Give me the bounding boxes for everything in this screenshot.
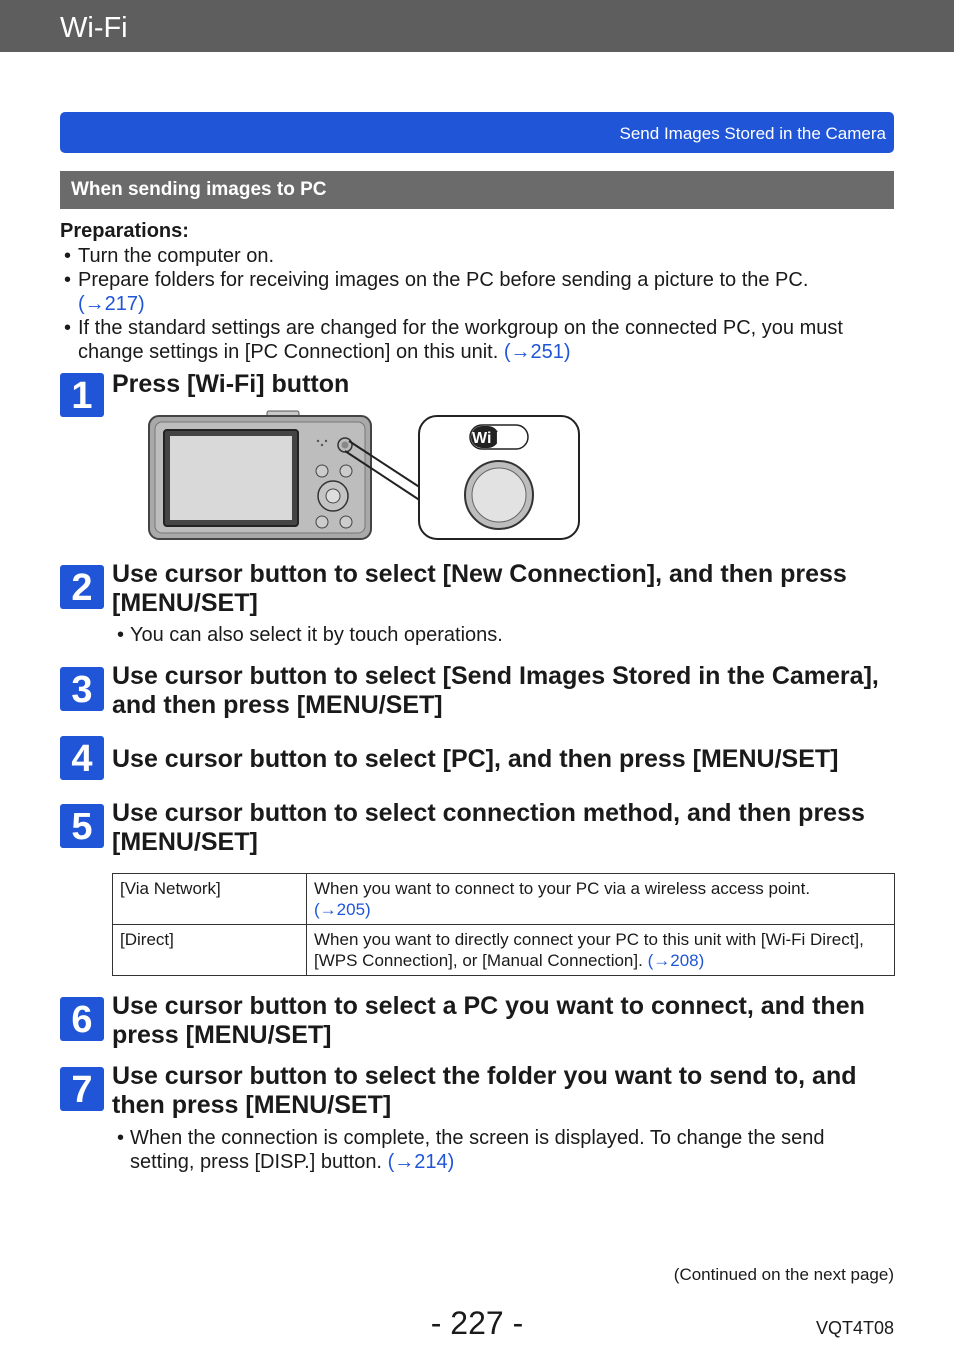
option-name: [Via Network] [113, 874, 307, 925]
option-desc-text: When you want to connect to your PC via a wireless access point. [314, 879, 811, 898]
page-link[interactable]: (→217) [78, 293, 145, 315]
bullet-dot: • [117, 1127, 125, 1149]
step-number-1: 1 [60, 373, 104, 417]
page-link[interactable]: (→214) [387, 1151, 455, 1173]
top-bar [0, 0, 954, 52]
bullet-dot: • [64, 317, 72, 339]
page-link[interactable]: (→205) [314, 900, 371, 919]
subheading-title: When sending images to PC [71, 179, 327, 200]
prep-bullet-text: Prepare folders for receiving images on the PC before sending a picture to the PC. [78, 269, 809, 291]
bullet-dot: • [64, 245, 72, 267]
step-note-2 [117, 623, 887, 647]
step-title-7: Use cursor button to select the folder you want to send to, and then press [MENU/SET] [112, 1062, 857, 1119]
camera-body-icon [149, 411, 371, 539]
subheading-bar [60, 171, 894, 209]
table-row [113, 925, 895, 976]
continued-note: (Continued on the next page) [673, 1265, 894, 1284]
prep-bullet-text: Turn the computer on. [78, 245, 275, 267]
step-number-5: 5 [60, 804, 104, 848]
step-title-4: Use cursor button to select [PC], and then press [MENU/SET] [112, 745, 839, 773]
page-number: - 227 - [430, 1305, 524, 1341]
header-title: Wi-Fi [60, 12, 128, 44]
table-row [113, 874, 895, 925]
step-number-7: 7 [60, 1067, 104, 1111]
step-note-7 [117, 1126, 887, 1174]
wifi-label: Wi Fi [472, 430, 511, 447]
model-code: VQT4T08 [815, 1318, 894, 1338]
wifi-button-zoom-icon [419, 416, 579, 539]
prep-bullet [64, 268, 890, 316]
step-number-3: 3 [60, 667, 104, 711]
step-number-2: 2 [60, 565, 104, 609]
option-name: [Direct] [113, 925, 307, 976]
page-link[interactable]: (→208) [647, 951, 705, 970]
step-number-4: 4 [60, 736, 104, 780]
preparations-label: Preparations: [60, 220, 189, 242]
step-title-3: Use cursor button to select [Send Images Stored in the Camera], and then press [MENU/SET] [112, 662, 879, 719]
section-title: Send Images Stored in the Camera [619, 124, 886, 143]
option-description [307, 874, 895, 925]
step-note-text: You can also select it by touch operations. [130, 624, 503, 646]
camera-illustration [145, 410, 585, 545]
step-title-2: Use cursor button to select [New Connection], and then press [MENU/SET] [112, 560, 847, 617]
prep-bullet-text: If the standard settings are changed for the workgroup on the connected PC, you must change settings in [PC Connection] on this unit. [78, 317, 843, 363]
connection-method-table [112, 873, 895, 976]
step-title-1: Press [Wi-Fi] button [112, 370, 350, 398]
step-number-6: 6 [60, 997, 104, 1041]
option-desc-text: When you want to directly connect your PC to this unit with [Wi-Fi Direct], [WPS Connection], or [Manual Connection]. [314, 930, 864, 970]
page-link[interactable]: (→251) [503, 341, 571, 363]
option-description [307, 925, 895, 976]
bullet-dot: • [117, 624, 125, 646]
step-note-text: When the connection is complete, the screen is displayed. To change the send setting, press [DISP.] button. [130, 1127, 825, 1173]
section-band [60, 112, 894, 153]
step-title-5: Use cursor button to select connection method, and then press [MENU/SET] [112, 799, 865, 856]
prep-bullet [64, 244, 890, 268]
prep-bullet [64, 316, 890, 364]
bullet-dot: • [64, 269, 72, 291]
step-title-6: Use cursor button to select a PC you want to connect, and then press [MENU/SET] [112, 992, 865, 1049]
